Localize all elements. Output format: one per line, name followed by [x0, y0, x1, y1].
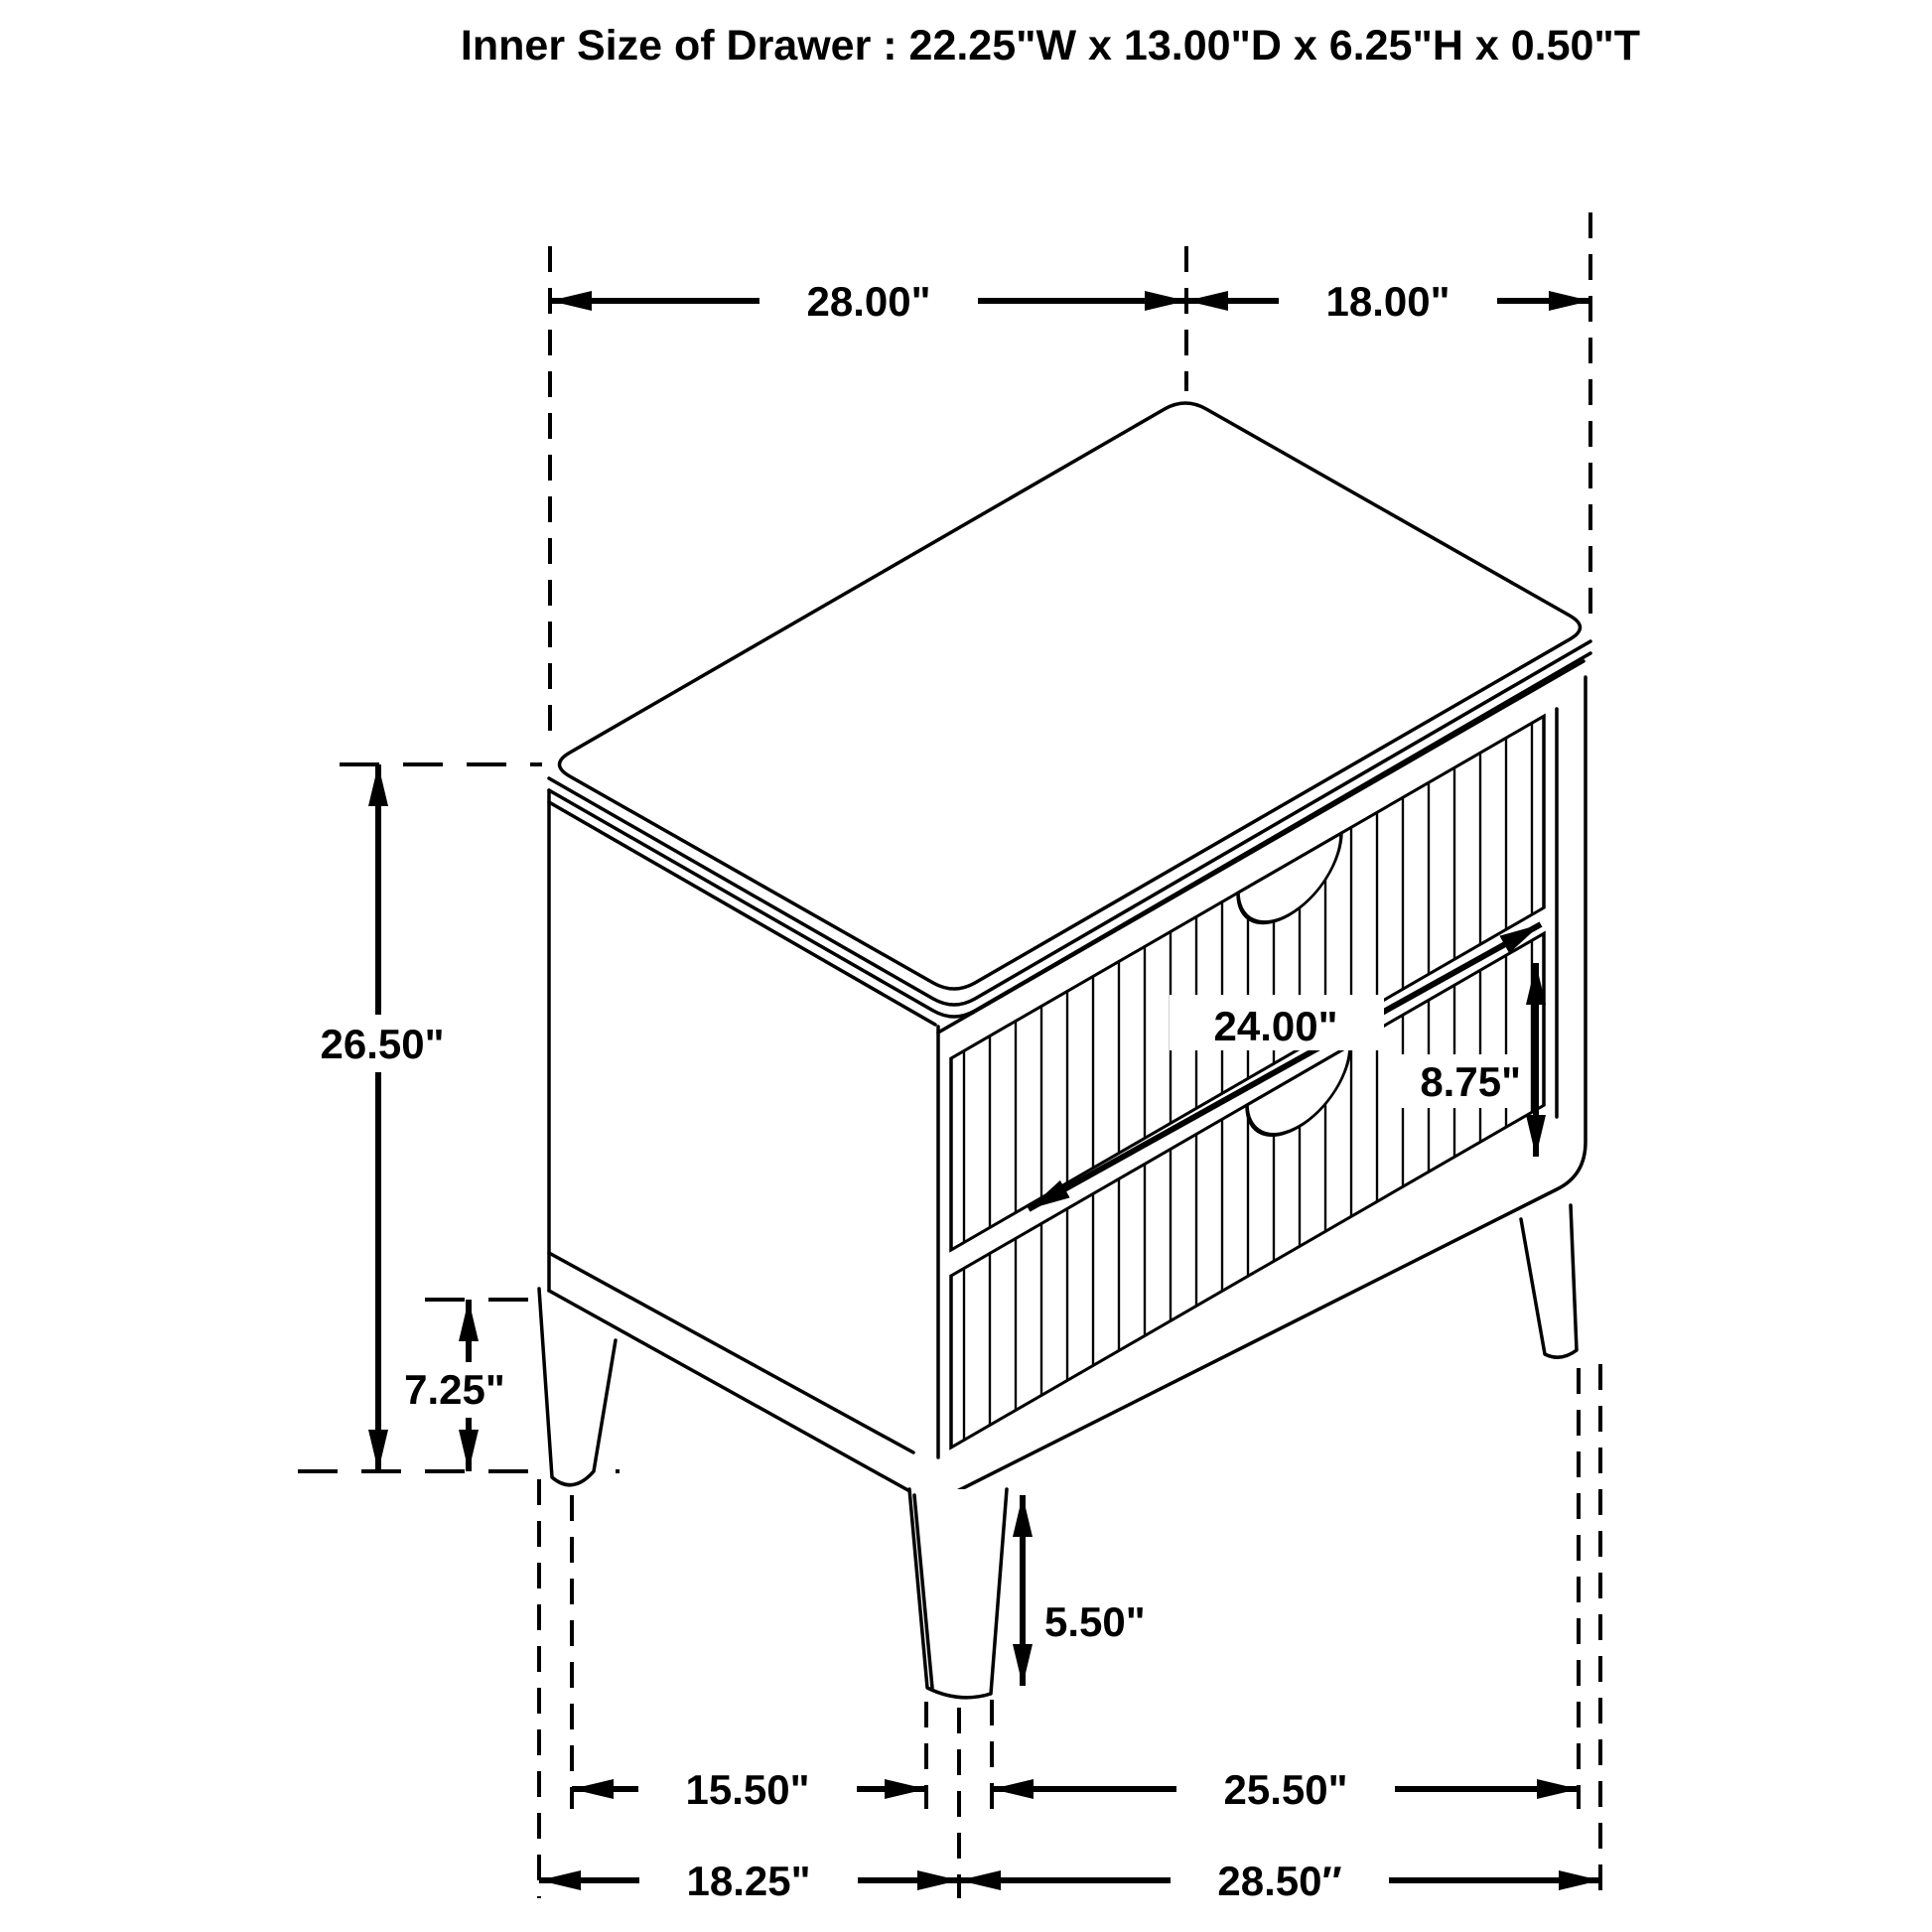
left-leg	[539, 1289, 616, 1485]
dim-drawer-height-label: 8.75"	[1420, 1058, 1521, 1105]
nightstand-drawing	[539, 403, 1590, 1698]
dim-floor-left-inner-label: 15.50"	[685, 1766, 810, 1813]
dim-top-depth-label: 18.00"	[1325, 278, 1450, 325]
dim-top-depth	[1186, 278, 1590, 325]
dim-top-width	[550, 278, 1186, 325]
dim-floor-left-inner	[572, 1766, 926, 1813]
front-leg	[909, 1489, 1007, 1698]
dim-top-width-label: 28.00"	[806, 278, 931, 325]
dim-floor-right-outer	[959, 1858, 1600, 1904]
dim-drawer-width-label: 24.00"	[1213, 1003, 1338, 1049]
dim-floor-right-outer-label: 28.50″	[1217, 1858, 1342, 1904]
page-title: Inner Size of Drawer : 22.25"W x 13.00"D x 6.25"H x 0.50"T	[460, 22, 1641, 69]
dim-floor-right-inner-label: 25.50"	[1223, 1766, 1348, 1813]
dim-front-leg-height-label: 5.50"	[1044, 1598, 1146, 1645]
dim-floor-right-inner	[992, 1766, 1579, 1813]
dim-floor-left-outer-label: 18.25"	[686, 1858, 811, 1904]
dim-floor-left-outer	[539, 1858, 959, 1904]
dim-front-leg-height	[1023, 1495, 1146, 1686]
dim-overall-height-label: 26.50"	[320, 1021, 445, 1067]
right-leg	[1521, 1205, 1577, 1357]
dim-leg-clearance	[404, 1300, 505, 1471]
dim-leg-clearance-label: 7.25"	[404, 1366, 505, 1413]
